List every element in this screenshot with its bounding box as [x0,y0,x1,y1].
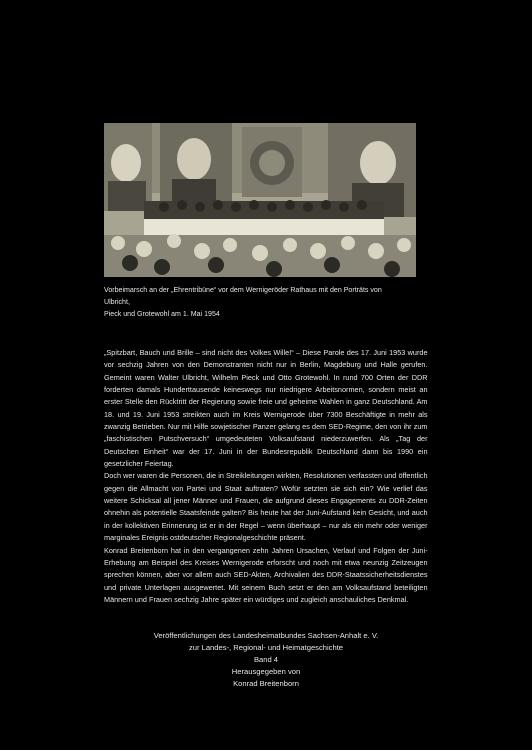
caption-line: Vorbeimarsch an der „Ehrentribüne“ vor dem Wernigeröder Rathaus mit den Porträts von Ulbricht, [104,285,382,306]
editor-label: Herausgegeben von [231,667,301,676]
historical-photo [104,123,416,277]
blurb-text [104,347,428,606]
paragraph: „Spitzbart, Bauch und Brille – sind nicht des Volkes Wille!“ – Diese Parole des 17. Juni 1953 wurde vor sechzig Jahren von den Demonstranten nicht nur in Berlin, Magdeburg und Halle gerufen. Gemeint waren Walter Ulbricht, Wilhelm Pieck und Otto Grotewohl. In rund 700 Orten der DDR forderten damals Hunderttausende keineswegs nur niedrigere Arbeitsnormen, sondern meist an erster Stelle den Rücktritt der Regierung sowie freie und geheime Wahlen in ganz Deutschland. Am 18. und 19. Juni 1953 streikten auch im Kreis Wernigerode über 7300 Beschäftigte in mehr als zwanzig Betrieben. Nur mit Hilfe sowjetischer Panzer gelang es dem SED-Regime, den von ihr zum „faschistischen Putschversuch“ umgedeuteten Volksaufstand niederzuwerfen. Als „Tag der Deutschen Einheit“ war der 17. Juni in der Bundesrepublik Deutschland dann bis 1990 ein gesetzlicher Feiertag. [104,348,428,469]
photo-illustration [104,123,416,277]
series-line: Veröffentlichungen des Landesheimatbundes Sachsen-Anhalt e. V. [153,631,379,640]
volume-number: Band 4 [253,655,279,664]
paragraph: Konrad Breitenborn hat in den vergangenen zehn Jahren Ursachen, Verlauf und Folgen der Juni-Erhebung am Beispiel des Kreises Wernigerode erforscht und noch mit etwa neunzig Zeitzeugen sprechen können, aber vor allem auch SED-Akten, Archivalien des DDR-Staatssicherheitsdienstes und private Unterlagen ausgewertet. Mit seinem Buch setzt er den am Volksaufstand beteiligten Männern und Frauen sechzig Jahre später ein würdiges und zugleich anschauliches Denkmal. [104,545,428,604]
series-line: zur Landes-, Regional- und Heimatgeschichte [188,643,344,652]
photo-caption [104,284,403,320]
series-info [0,630,532,690]
caption-line: Pieck und Grotewohl am 1. Mai 1954 [104,309,220,318]
editor-name: Konrad Breitenborn [233,679,299,688]
paragraph: Doch wer waren die Personen, die in Streikleitungen wirkten, Resolutionen verfassten und öffentlich gegen die Allmacht von Partei und Staat auftraten? Wofür setzten sie sich ein? Wie verlief das weitere Schicksal all jener Männer und Frauen, die aufgrund dieses Engagements zu DDR-Zeiten ohnehin als potentielle Staatsfeinde galten? Bis heute hat der Juni-Aufstand kein Gesicht, und auch in der kollektiven Erinnerung ist er in der Regel – wenn überhaupt – nur als ein mehr oder weniger marginales Ereignis ostdeutscher Regionalgeschichte präsent. [104,471,428,543]
